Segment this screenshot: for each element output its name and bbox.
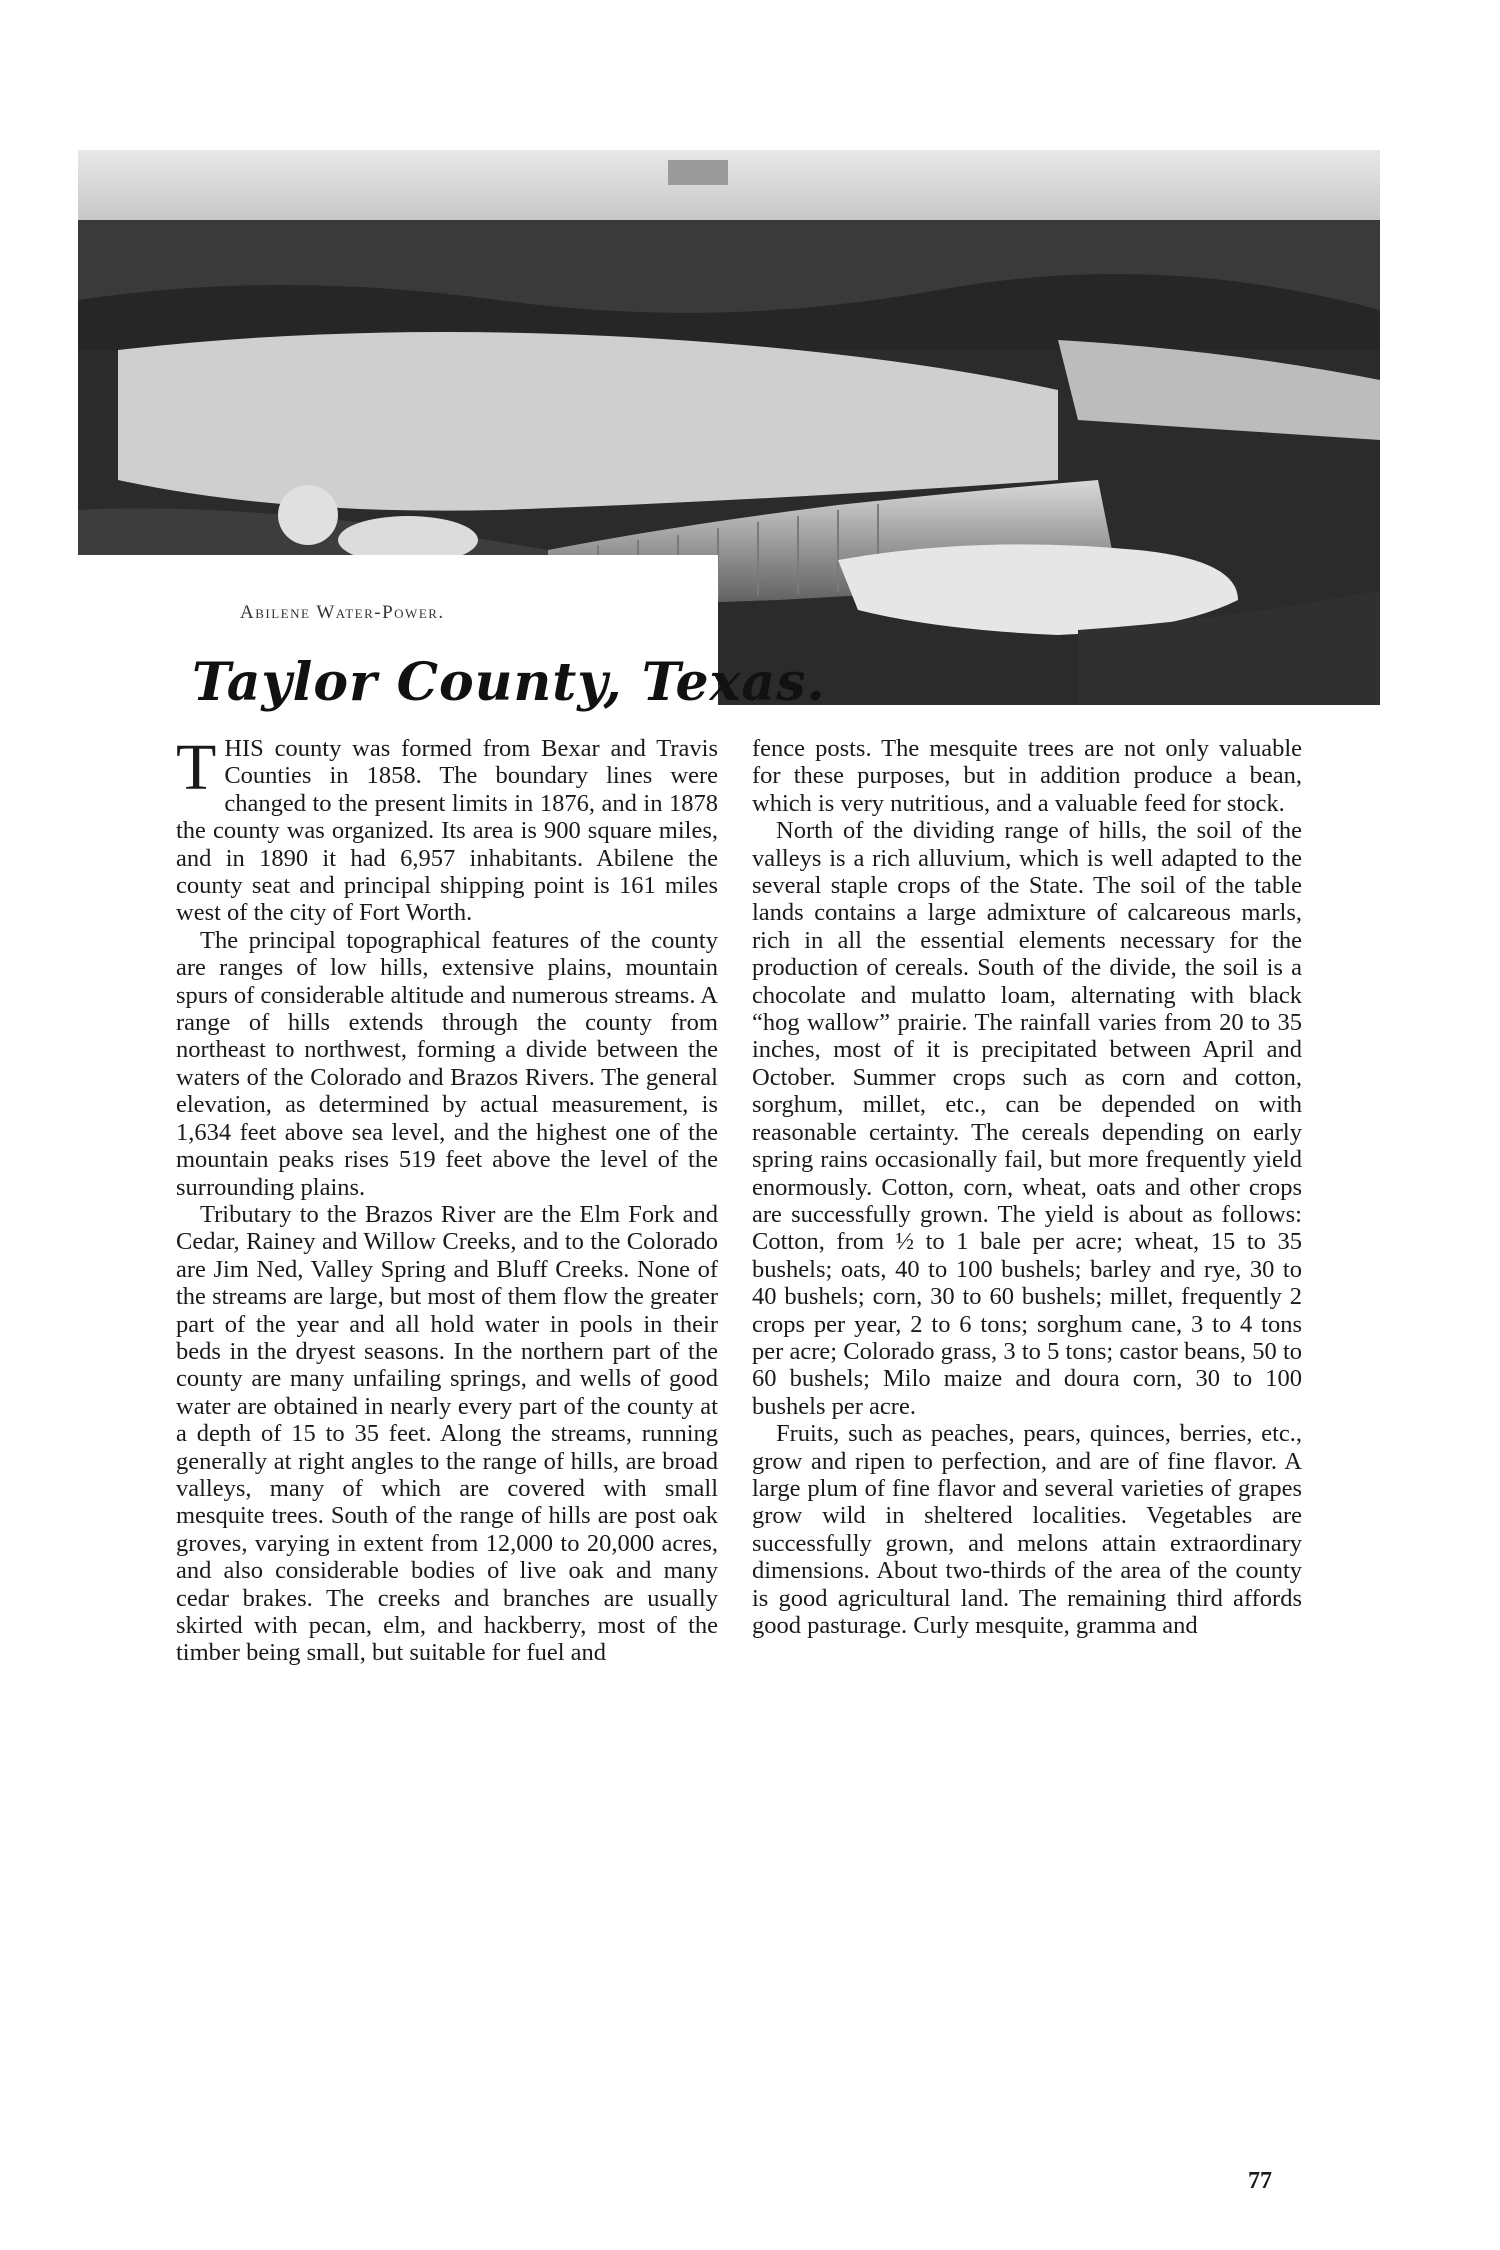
page-number: 77 (1248, 2168, 1272, 2194)
paragraph-intro-text: HIS county was formed from Bexar and Travis Counties in 1858. The boundary lines were changed to the present limits in 1876, and in 1878 the county was organized. Its area is 900 square miles, and in 1890 it had 6,957 inhabitants. Abilene the county seat and principal shipping point is 161 miles west of the city of Fort Worth. (176, 735, 718, 927)
paragraph-streams: Tributary to the Brazos River are the Elm Fork and Cedar, Rainey and Willow Creeks, and to the Colorado are Jim Ned, Valley Spring and Bluff Creeks. None of the streams are large, but most of them flow the greater part of the year and all hold water in pools in their beds in the dryest seasons. In the northern part of the county are many unfailing springs, and wells of good water are obtained in nearly every part of the county at a depth of 15 to 35 feet. Along the streams, running generally at right angles to the range of hills, are broad valleys, many of which are covered with small mesquite trees. South of the range of hills are post oak groves, varying in extent from 12,000 to 20,000 acres, and also considerable bodies of live oak and many cedar brakes. The creeks and branches are usually skirted with pecan, elm, and hackberry, most of the timber being small, but suitable for fuel and (176, 1200, 718, 1667)
paragraph-intro (176, 731, 718, 927)
paragraph-soil: North of the dividing range of hills, the soil of the valleys is a rich alluvium, which is well adapted to the several staple crops of the State. The soil of the table lands contains a large admixture of calcareous marls, rich in all the essential elements necessary for the production of cereals. South of the divide, the soil is a chocolate and mulatto loam, alternating with black “hog wallow” prairie. The rainfall varies from 20 to 35 inches, most of it is precipitated between April and October. Summer crops such as corn and cotton, sorghum, millet, etc., can be depended on with reasonable certainty. The cereals depending on early spring rains occasionally fail, but more frequently yield enormously. Cotton, corn, wheat, oats and other crops are successfully grown. The yield is about as follows: Cotton, from ½ to 1 bale per acre; wheat, 15 to 35 bushels; oats, 40 to 100 bushels; barley and rye, 30 to 40 bushels; corn, 30 to 60 bushels; millet, frequently 2 crops per year, 2 to 6 tons; sorghum cane, 3 to 4 tons per acre; Colorado grass, 3 to 5 tons; castor beans, 50 to 60 bushels; Milo maize and doura corn, 30 to 100 bushels per acre. (752, 817, 1302, 1420)
paragraph-continued: fence posts. The mesquite trees are not only valuable for these purposes, but in addition produce a bean, which is very nutritious, and a valuable feed for stock. (752, 735, 1302, 817)
paragraph-topography: The principal topographical features of the county are ranges of low hills, extensive plains, mountain spurs of considerable altitude and numerous streams. A range of hills extends through the county from northeast to northwest, forming a divide between the waters of the Colorado and Brazos Rivers. The general elevation, as determined by actual measurement, is 1,634 feet above sea level, and the highest one of the mountain peaks rises 519 feet above the level of the surrounding plains. (176, 926, 718, 1201)
drop-cap: T (176, 731, 217, 804)
left-column (176, 731, 718, 1667)
paragraph-fruits: Fruits, such as peaches, pears, quinces, berries, etc., grow and ripen to perfection, and are of fine flavor. A large plum of fine flavor and several varieties of grapes grow wild in sheltered localities. Vegetables are successfully grown, and melons attain extraordinary dimensions. About two-thirds of the area of the county is good agricultural land. The remaining third affords good pasturage. Curly mesquite, gramma and (752, 1420, 1302, 1639)
right-column (752, 735, 1302, 1639)
photo-caption: Abilene Water-Power. (240, 602, 445, 623)
article-title: Taylor County, Texas. (192, 652, 826, 713)
